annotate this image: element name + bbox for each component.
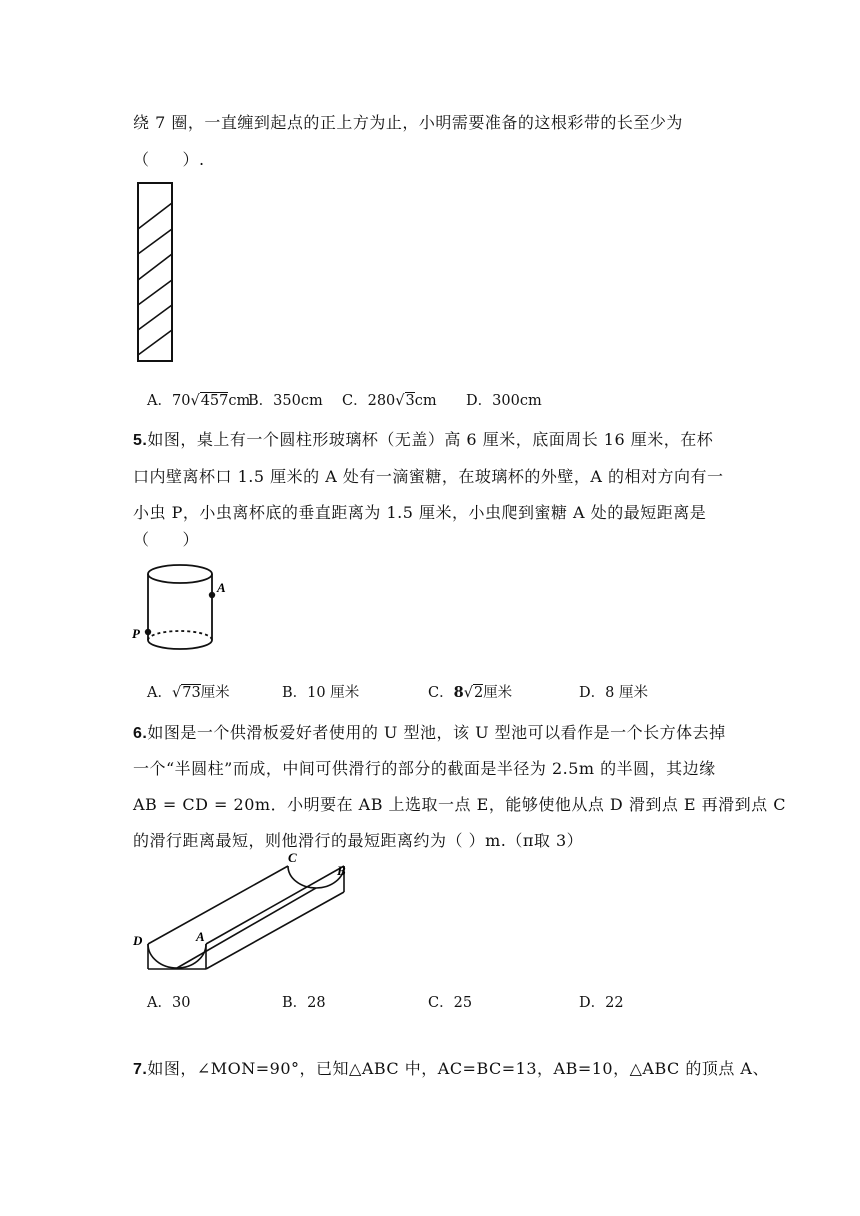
q5-figure-glass-cylinder — [128, 558, 238, 664]
q6-label-a: A — [196, 929, 205, 944]
q6-line-1: 6.如图是一个供滑板爱好者使用的 U 型池，该 U 型池可以看作是一个长方体去掉 — [133, 723, 726, 742]
q6-number: 6. — [133, 725, 148, 742]
q6-line-3: AB = CD = 20m．小明要在 AB 上选取一点 E，能够使他从点 D 滑到点 E 再滑到点 C — [133, 795, 787, 814]
q5-label-a: A — [217, 580, 226, 595]
q5-line-3: 小虫 P，小虫离杯底的垂直距离为 1.5 厘米，小虫爬到蜜糖 A 处的最短距离是 — [133, 503, 707, 522]
q7-line-1: 7.如图，∠MON=90°，已知△ABC 中，AC=BC=13，AB=10，△ABC 的顶点 A、 — [133, 1059, 769, 1078]
q5-line-4: （ ） — [133, 530, 200, 549]
q5-label-p: P — [132, 626, 140, 641]
q4-figure-ribbon-cylinder — [136, 182, 176, 364]
q5-line-1: 5.如图，桌上有一个圆柱形玻璃杯（无盖）高 6 厘米，底面周长 16 厘米，在杯 — [133, 430, 714, 449]
q6-option-d: D．22 — [579, 995, 624, 1011]
q5-line-2: 口内壁离杯口 1.5 厘米的 A 处有一滴蜜糖，在玻璃杯的外壁，A 的相对方向有一 — [133, 467, 724, 486]
q5-option-d: D．8 厘米 — [579, 685, 648, 701]
q4-option-c: C．280√3cm — [342, 393, 437, 409]
q5-number: 5. — [133, 432, 148, 449]
q6-option-a: A．30 — [147, 995, 191, 1011]
q6-figure-u-pool — [130, 852, 360, 974]
q6-line-4: 的滑行距离最短，则他滑行的最短距离约为（ ）m.（π取 3） — [133, 831, 584, 850]
q4-line-2: （ ）. — [133, 150, 205, 169]
q6-label-c: C — [288, 852, 297, 865]
q6-option-b: B．28 — [282, 995, 326, 1011]
q4-line-1: 绕 7 圈，一直缠到起点的正上方为止，小明需要准备的这根彩带的长至少为 — [133, 113, 683, 132]
q5-option-c: C．8√2厘米 — [428, 684, 513, 701]
q6-label-d: D — [133, 933, 143, 948]
q6-line-2: 一个“半圆柱”而成，中间可供滑行的部分的截面是半径为 2.5m 的半圆，其边缘 — [133, 759, 716, 778]
q6-option-c: C．25 — [428, 995, 473, 1011]
q4-option-a: A．70√457cm — [147, 393, 251, 409]
q7-number: 7. — [133, 1061, 148, 1078]
q5-option-b: B．10 厘米 — [282, 685, 360, 701]
q4-option-d: D．300cm — [466, 393, 542, 409]
q6-label-b: B — [337, 863, 346, 878]
q4-option-b: B．350cm — [248, 393, 323, 409]
q5-option-a: A．√73厘米 — [147, 685, 230, 701]
